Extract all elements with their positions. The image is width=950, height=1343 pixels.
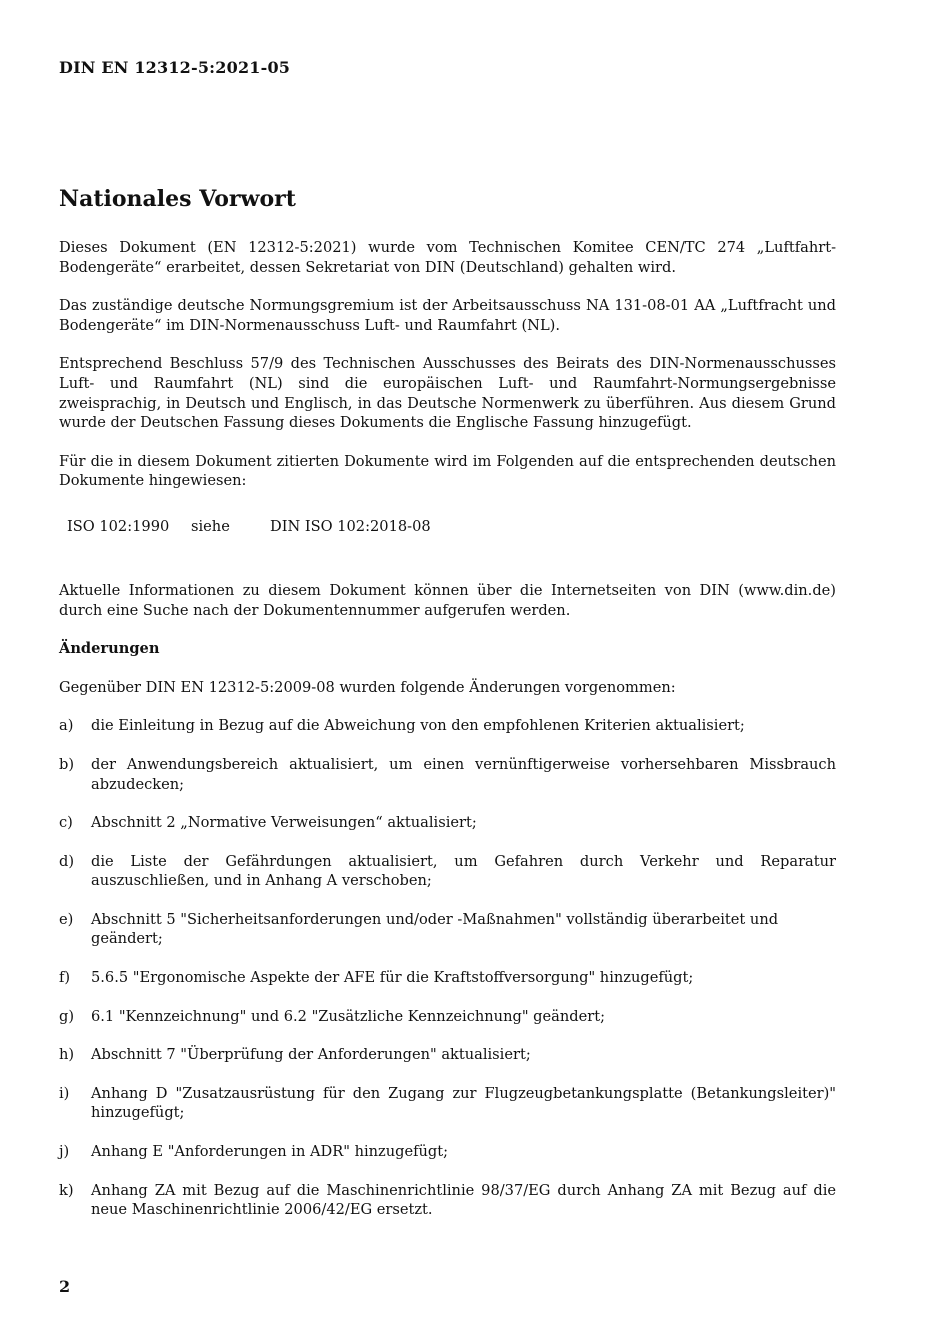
list-item-text: die Liste der Gefährdungen aktualisiert, um Gefahren durch Verkehr und Reparatur auszuschließen, und in Anhang A verschoben; xyxy=(91,852,836,890)
reference-iso: ISO 102:1990 xyxy=(67,517,170,535)
list-item-label: k) xyxy=(59,1181,74,1199)
list-item-text: 6.1 "Kennzeichnung" und 6.2 "Zusätzliche Kennzeichnung" geändert; xyxy=(91,1007,605,1025)
list-item xyxy=(59,1142,836,1162)
list-item xyxy=(59,1084,836,1123)
list-item xyxy=(59,755,836,794)
list-item-label: d) xyxy=(59,852,75,870)
page-number: 2 xyxy=(59,1277,71,1296)
list-item-text: Anhang ZA mit Bezug auf die Maschinenrichtlinie 98/37/EG durch Anhang ZA mit Bezug auf die neue Maschinenrichtlinie 2006/42/EG ersetzt. xyxy=(91,1181,836,1219)
list-item-label: i) xyxy=(59,1084,70,1102)
document-body xyxy=(59,238,836,1239)
list-item-text: der Anwendungsbereich aktualisiert, um einen vernünftigerweise vorhersehbaren Missbrauch abzudecken; xyxy=(91,755,836,793)
list-item-label: c) xyxy=(59,814,73,832)
list-item xyxy=(59,968,836,988)
document-number: DIN EN 12312-5:2021-05 xyxy=(59,58,291,77)
changes-intro: Gegenüber DIN EN 12312-5:2009-08 wurden folgende Änderungen vorgenommen: xyxy=(59,678,676,696)
reference-din: DIN ISO 102:2018-08 xyxy=(270,517,431,535)
list-item-label: j) xyxy=(59,1143,70,1161)
changes-heading: Änderungen xyxy=(59,640,160,658)
list-item-label: b) xyxy=(59,755,75,773)
list-item xyxy=(59,852,836,891)
list-item xyxy=(59,1007,836,1027)
paragraph-committee: Dieses Dokument (EN 12312-5:2021) wurde vom Technischen Komitee CEN/TC 274 „Luftfahrt-Bodengeräte“ erarbeitet, dessen Sekretariat von DIN (Deutschland) gehalten wird. xyxy=(59,239,836,276)
list-item-label: h) xyxy=(59,1046,75,1064)
list-item-label: e) xyxy=(59,910,74,928)
list-item xyxy=(59,1045,836,1065)
list-item xyxy=(59,1181,836,1220)
paragraph-references-intro: Für die in diesem Dokument zitierten Dokumente wird im Folgenden auf die entsprechenden deutschen Dokumente hingewiesen: xyxy=(59,452,836,490)
list-item-text: 5.6.5 "Ergonomische Aspekte der AFE für die Kraftstoffversorgung" hinzugefügt; xyxy=(91,969,694,987)
section-title: Nationales Vorwort xyxy=(59,186,296,212)
paragraph-standards-body: Das zuständige deutsche Normungsgremium ist der Arbeitsausschuss NA 131-08-01 AA „Luftfracht und Bodengeräte“ im DIN-Normenausschuss Luft- und Raumfahrt (NL). xyxy=(59,297,836,334)
list-item xyxy=(59,813,836,833)
reference-row xyxy=(67,517,836,537)
list-item-label: f) xyxy=(59,969,71,987)
list-item xyxy=(59,910,836,949)
list-item-text: die Einleitung in Bezug auf die Abweichung von den empfohlenen Kriterien aktualisiert; xyxy=(91,717,745,735)
list-item-text: Abschnitt 5 "Sicherheitsanforderungen und/oder -Maßnahmen" vollständig überarbeitet und geändert; xyxy=(91,910,779,948)
list-item-label: g) xyxy=(59,1007,75,1025)
list-item-text: Anhang E "Anforderungen in ADR" hinzugefügt; xyxy=(91,1143,449,1161)
paragraph-resolution: Entsprechend Beschluss 57/9 des Technischen Ausschusses des Beirats des DIN-Normenausschusses Luft- und Raumfahrt (NL) sind die europäischen Luft- und Raumfahrt-Normungsergebnisse zweisprachig, in Deutsch und Englisch, in das Deutsche Normenwerk zu überführen. Aus diesem Grund wurde der Deutschen Fassung dieses Dokuments die Englische Fassung hinzugefügt. xyxy=(59,355,836,432)
list-item-text: Abschnitt 7 "Überprüfung der Anforderungen" aktualisiert; xyxy=(91,1046,531,1064)
list-item xyxy=(59,716,836,736)
paragraph-info: Aktuelle Informationen zu diesem Dokument können über die Internetseiten von DIN (www.din.de) durch eine Suche nach der Dokumentennummer aufgerufen werden. xyxy=(59,581,836,619)
reference-see: siehe xyxy=(191,517,230,535)
list-item-text: Anhang D "Zusatzausrüstung für den Zugang zur Flugzeugbetankungsplatte (Betankungsleiter)" hinzugefügt; xyxy=(91,1084,836,1122)
list-item-label: a) xyxy=(59,717,74,735)
list-item-text: Abschnitt 2 „Normative Verweisungen“ aktualisiert; xyxy=(91,814,477,832)
